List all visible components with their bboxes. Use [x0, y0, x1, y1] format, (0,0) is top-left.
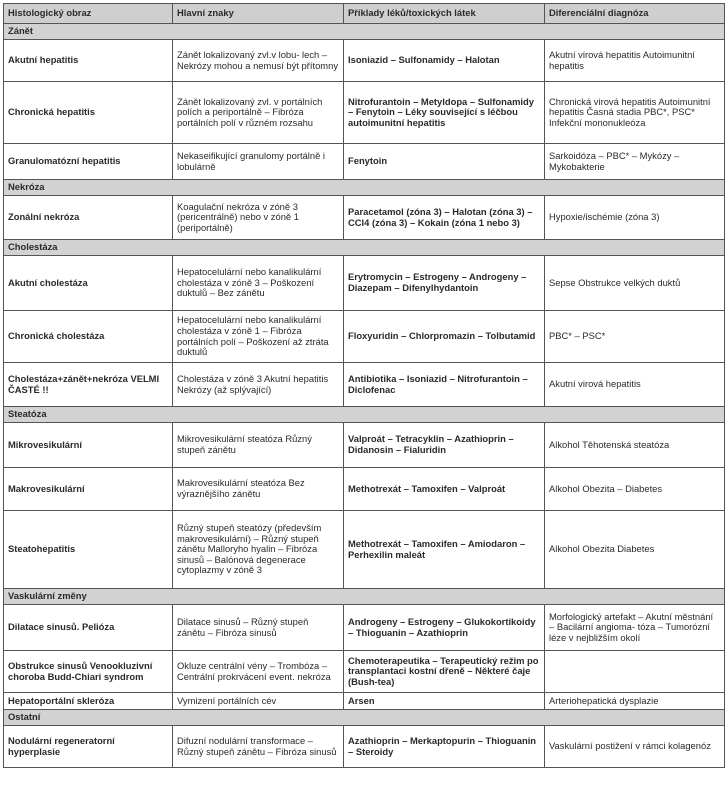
row-name-cell: Zonální nekróza — [4, 196, 173, 240]
differential-cell: PBC* – PSC* — [545, 311, 725, 363]
row-name-cell: Hepatoportální skleróza — [4, 693, 173, 710]
section-row — [4, 180, 725, 196]
header-cell: Histologický obraz — [4, 4, 173, 24]
main-signs-cell: Mikrovesikulární steatóza Různý stupeň zánětu — [173, 423, 344, 468]
table-row — [4, 511, 725, 589]
drugs-cell: Floxyuridin – Chlorpromazin – Tolbutamid — [344, 311, 545, 363]
row-name-cell: Obstrukce sinusů Venookluzivní choroba Budd-Chiari syndrom — [4, 651, 173, 693]
drugs-cell: Erytromycin – Estrogeny – Androgeny – Diazepam – Difenylhydantoin — [344, 256, 545, 311]
header-cell: Diferenciální diagnóza — [545, 4, 725, 24]
main-signs-cell: Zánět lokalizovaný zvl. v portálních polích a periportálně – Fibróza portálních polí v různém rozsahu — [173, 82, 344, 144]
differential-cell: Sarkoidóza – PBC* – Mykózy – Mykobakterie — [545, 144, 725, 180]
main-signs-cell: Dilatace sinusů – Různý stupeň zánětu – Fibróza sinusů — [173, 605, 344, 651]
main-signs-cell: Makrovesikulární steatóza Bez výraznějšího zánětu — [173, 468, 344, 511]
row-name-cell: Cholestáza+zánět+nekróza VELMI ČASTÉ !! — [4, 363, 173, 407]
drugs-cell: Isoniazid – Sulfonamidy – Halotan — [344, 40, 545, 82]
table-row — [4, 82, 725, 144]
drugs-cell: Valproát – Tetracyklin – Azathioprin – Didanosin – Fialuridin — [344, 423, 545, 468]
table-row — [4, 256, 725, 311]
differential-cell: Chronická virová hepatitis Autoimunitní hepatitis Časná stadia PBC*, PSC* Infekční mononukleóza — [545, 82, 725, 144]
section-row — [4, 407, 725, 423]
table-row — [4, 311, 725, 363]
differential-cell: Sepse Obstrukce velkých duktů — [545, 256, 725, 311]
table-row — [4, 196, 725, 240]
diagnosis-table — [3, 3, 725, 768]
drugs-cell: Chemoterapeutika – Terapeutický režim po transplantaci kostní dřeně – Některé čaje (Bush-tea) — [344, 651, 545, 693]
differential-cell: Arteriohepatická dysplazie — [545, 693, 725, 710]
table-row — [4, 726, 725, 768]
table-row — [4, 468, 725, 511]
section-title: Cholestáza — [4, 240, 725, 256]
header-cell: Příklady léků/toxických látek — [344, 4, 545, 24]
main-signs-cell: Nekaseifikující granulomy portálně i lobulárně — [173, 144, 344, 180]
section-title: Ostatní — [4, 710, 725, 726]
drugs-cell: Arsen — [344, 693, 545, 710]
section-row — [4, 240, 725, 256]
row-name-cell: Mikrovesikulární — [4, 423, 173, 468]
differential-cell: Alkohol Obezita – Diabetes — [545, 468, 725, 511]
row-name-cell: Chronická cholestáza — [4, 311, 173, 363]
differential-cell: Morfologický artefakt – Akutní městnání – Bacilární angioma- tóza – Tumorózní léze v nejbližším okolí — [545, 605, 725, 651]
table-row — [4, 693, 725, 710]
differential-cell: Hypoxie/ischémie (zóna 3) — [545, 196, 725, 240]
differential-cell: Alkohol Obezita Diabetes — [545, 511, 725, 589]
section-title: Vaskulární změny — [4, 589, 725, 605]
drugs-cell: Paracetamol (zóna 3) – Halotan (zóna 3) – CCl4 (zóna 3) – Kokain (zóna 1 nebo 3) — [344, 196, 545, 240]
table-row — [4, 605, 725, 651]
main-signs-cell: Hepatocelulární nebo kanalikulární cholestáza v zóně 1 – Fibróza portálních polí – Poškození až ztráta duktulů — [173, 311, 344, 363]
row-name-cell: Akutní cholestáza — [4, 256, 173, 311]
row-name-cell: Makrovesikulární — [4, 468, 173, 511]
drugs-cell: Azathioprin – Merkaptopurin – Thioguanin – Steroidy — [344, 726, 545, 768]
table-row — [4, 423, 725, 468]
differential-cell: Akutní virová hepatitis — [545, 363, 725, 407]
row-name-cell: Nodulární regeneratorní hyperplasie — [4, 726, 173, 768]
differential-cell: Alkohol Těhotenská steatóza — [545, 423, 725, 468]
header-row — [4, 4, 725, 24]
main-signs-cell: Různý stupeň steatózy (především makrovesikulární) – Různý stupeň zánětu Malloryho hyalin – Fibróza sinusů – Balónová degenerace cytoplazmy v zóně 3 — [173, 511, 344, 589]
drugs-cell: Androgeny – Estrogeny – Glukokortikoidy – Thioguanin – Azathioprin — [344, 605, 545, 651]
header-cell: Hlavní znaky — [173, 4, 344, 24]
table-row — [4, 144, 725, 180]
section-title: Nekróza — [4, 180, 725, 196]
section-row — [4, 589, 725, 605]
section-title: Zánět — [4, 24, 725, 40]
row-name-cell: Granulomatózní hepatitis — [4, 144, 173, 180]
main-signs-cell: Okluze centrální vény – Trombóza – Centrální prokrvácení event. nekróza — [173, 651, 344, 693]
main-signs-cell: Cholestáza v zóně 3 Akutní hepatitis Nekrózy (až splývající) — [173, 363, 344, 407]
differential-cell: Akutní virová hepatitis Autoimunitní hepatitis — [545, 40, 725, 82]
differential-cell — [545, 651, 725, 693]
row-name-cell: Steatohepatitis — [4, 511, 173, 589]
drugs-cell: Nitrofurantoin – Metyldopa – Sulfonamidy – Fenytoin – Léky související s léčbou autoimunitní hepatitis — [344, 82, 545, 144]
main-signs-cell: Koagulační nekróza v zóně 3 (pericentrálně) nebo v zóně 1 (periportálně) — [173, 196, 344, 240]
main-signs-cell: Zánět lokalizovaný zvl.v lobu- lech – Nekrózy mohou a nemusí být přítomny — [173, 40, 344, 82]
row-name-cell: Dilatace sinusů. Pelióza — [4, 605, 173, 651]
row-name-cell: Chronická hepatitis — [4, 82, 173, 144]
drugs-cell: Fenytoin — [344, 144, 545, 180]
section-title: Steatóza — [4, 407, 725, 423]
drugs-cell: Methotrexát – Tamoxifen – Amiodaron – Perhexilin maleát — [344, 511, 545, 589]
table-body — [4, 24, 725, 768]
table-row — [4, 651, 725, 693]
row-name-cell: Akutní hepatitis — [4, 40, 173, 82]
differential-cell: Vaskulární postižení v rámci kolagenóz — [545, 726, 725, 768]
main-signs-cell: Hepatocelulární nebo kanalikulární cholestáza v zóně 3 – Poškození duktulů – Bez zánětu — [173, 256, 344, 311]
main-signs-cell: Vymizení portálních cév — [173, 693, 344, 710]
drugs-cell: Antibiotika – Isoniazid – Nitrofurantoin – Diclofenac — [344, 363, 545, 407]
section-row — [4, 24, 725, 40]
drugs-cell: Methotrexát – Tamoxifen – Valproát — [344, 468, 545, 511]
table-row — [4, 40, 725, 82]
table-row — [4, 363, 725, 407]
section-row — [4, 710, 725, 726]
main-signs-cell: Difuzní nodulární transformace – Různý stupeň zánětu – Fibróza sinusů — [173, 726, 344, 768]
